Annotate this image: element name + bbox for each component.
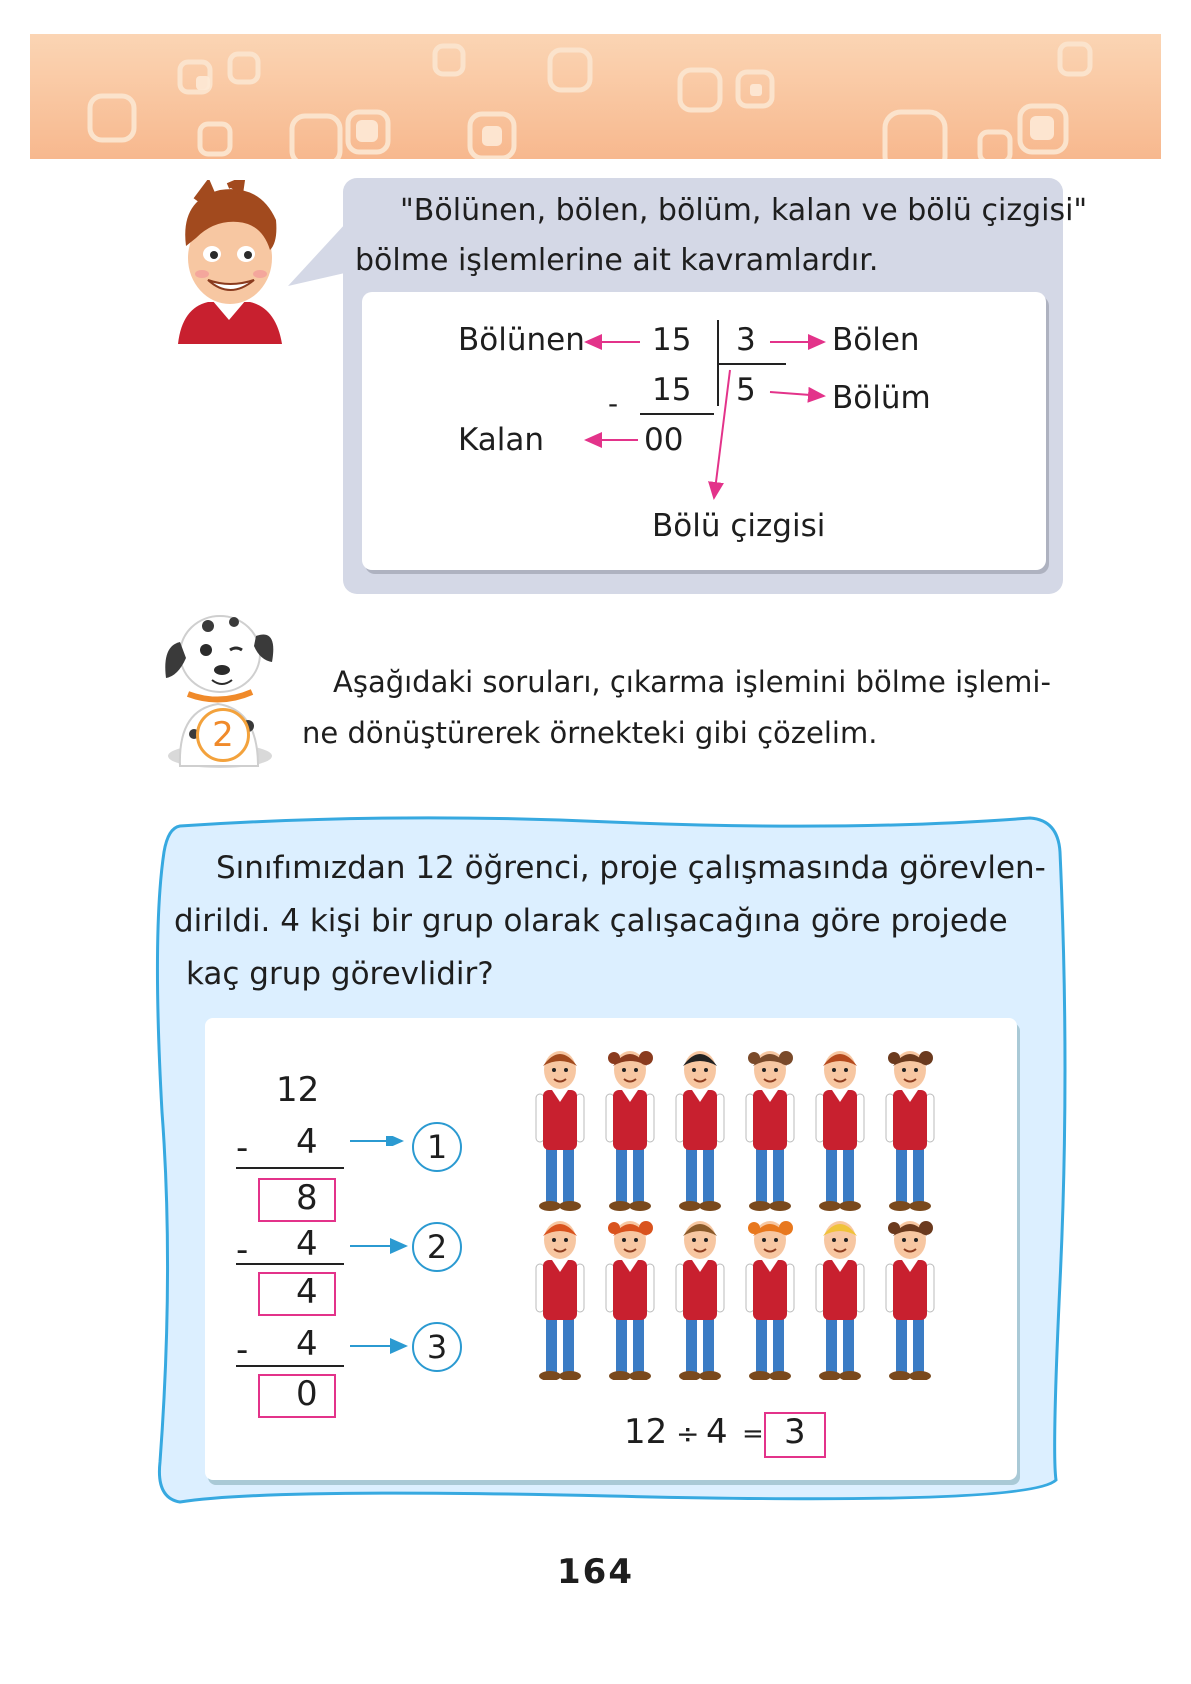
boy-character-illustration — [168, 180, 290, 344]
label-remainder: Kalan — [458, 422, 545, 458]
child-figure — [676, 1051, 724, 1211]
page-number: 164 — [557, 1552, 634, 1592]
bubble-text-line1: "Bölünen, bölen, bölüm, kalan ve bölü çizgisi" — [400, 193, 1088, 228]
exercise-number: 2 — [212, 715, 234, 755]
child-figure — [886, 1051, 934, 1211]
instruction-line2: ne dönüştürerek örnekteki gibi çözelim. — [302, 716, 878, 750]
quotient-number: 5 — [736, 372, 756, 408]
subtrahend-number: 15 — [652, 372, 692, 408]
speech-bubble-tail — [288, 210, 358, 290]
child-figure — [536, 1051, 584, 1211]
minus-sign: - — [608, 387, 619, 420]
result-value-3: 0 — [296, 1374, 318, 1414]
child-figure — [816, 1221, 864, 1380]
equation-answer: 3 — [784, 1412, 806, 1452]
subtract-value-1: 4 — [296, 1122, 318, 1162]
subtract-value-2: 4 — [296, 1224, 318, 1264]
equation-dividend: 12 — [624, 1412, 668, 1452]
header-banner — [30, 34, 1161, 159]
bubble-text-line2: bölme işlemlerine ait kavramlardır. — [355, 243, 879, 278]
child-figure — [816, 1051, 864, 1211]
problem-line1: Sınıfımızdan 12 öğrenci, proje çalışmasında görevlen- — [216, 850, 1046, 886]
child-figure — [606, 1051, 654, 1211]
minus-sign-1: - — [236, 1128, 249, 1168]
result-value-1: 8 — [296, 1178, 318, 1218]
count-circle-1: 1 — [412, 1122, 462, 1172]
arrow-division-line — [714, 370, 730, 498]
divisor-number: 3 — [736, 322, 756, 358]
label-dividend: Bölünen — [458, 322, 585, 358]
exercise-number-badge — [196, 708, 250, 762]
count-arrow-1-line — [350, 1136, 410, 1146]
dividend-number: 15 — [652, 322, 692, 358]
equation-divisor: 4 — [706, 1412, 728, 1452]
child-figure — [606, 1221, 654, 1380]
problem-line2: dirildi. 4 kişi bir grup olarak çalışacağına göre projede — [174, 903, 1008, 939]
arrow-quotient — [770, 392, 824, 396]
instruction-line1: Aşağıdaki soruları, çıkarma işlemini bölme işlemi- — [333, 665, 1051, 699]
child-figure — [536, 1221, 584, 1380]
children-grid — [530, 1050, 950, 1380]
problem-line3: kaç grup görevlidir? — [186, 956, 494, 992]
result-value-2: 4 — [296, 1272, 318, 1312]
child-figure — [746, 1051, 794, 1211]
subtraction-start: 12 — [276, 1070, 320, 1110]
minus-sign-2: - — [236, 1230, 249, 1270]
count-circle-3: 3 — [412, 1322, 462, 1372]
children-illustration — [530, 1050, 950, 1380]
diagram-lines — [362, 292, 1046, 570]
label-divisor: Bölen — [832, 322, 920, 358]
child-figure — [676, 1221, 724, 1380]
minus-sign-3: - — [236, 1330, 249, 1370]
equation-equals: = — [742, 1419, 764, 1449]
equation-operator: ÷ — [676, 1417, 700, 1450]
division-diagram — [362, 292, 1046, 570]
count-circle-2: 2 — [412, 1222, 462, 1272]
child-figure — [746, 1221, 794, 1380]
label-division-line: Bölü çizgisi — [652, 508, 826, 544]
subtract-value-3: 4 — [296, 1324, 318, 1364]
child-figure — [886, 1221, 934, 1380]
remainder-number: 00 — [644, 422, 684, 458]
label-quotient: Bölüm — [832, 380, 931, 416]
